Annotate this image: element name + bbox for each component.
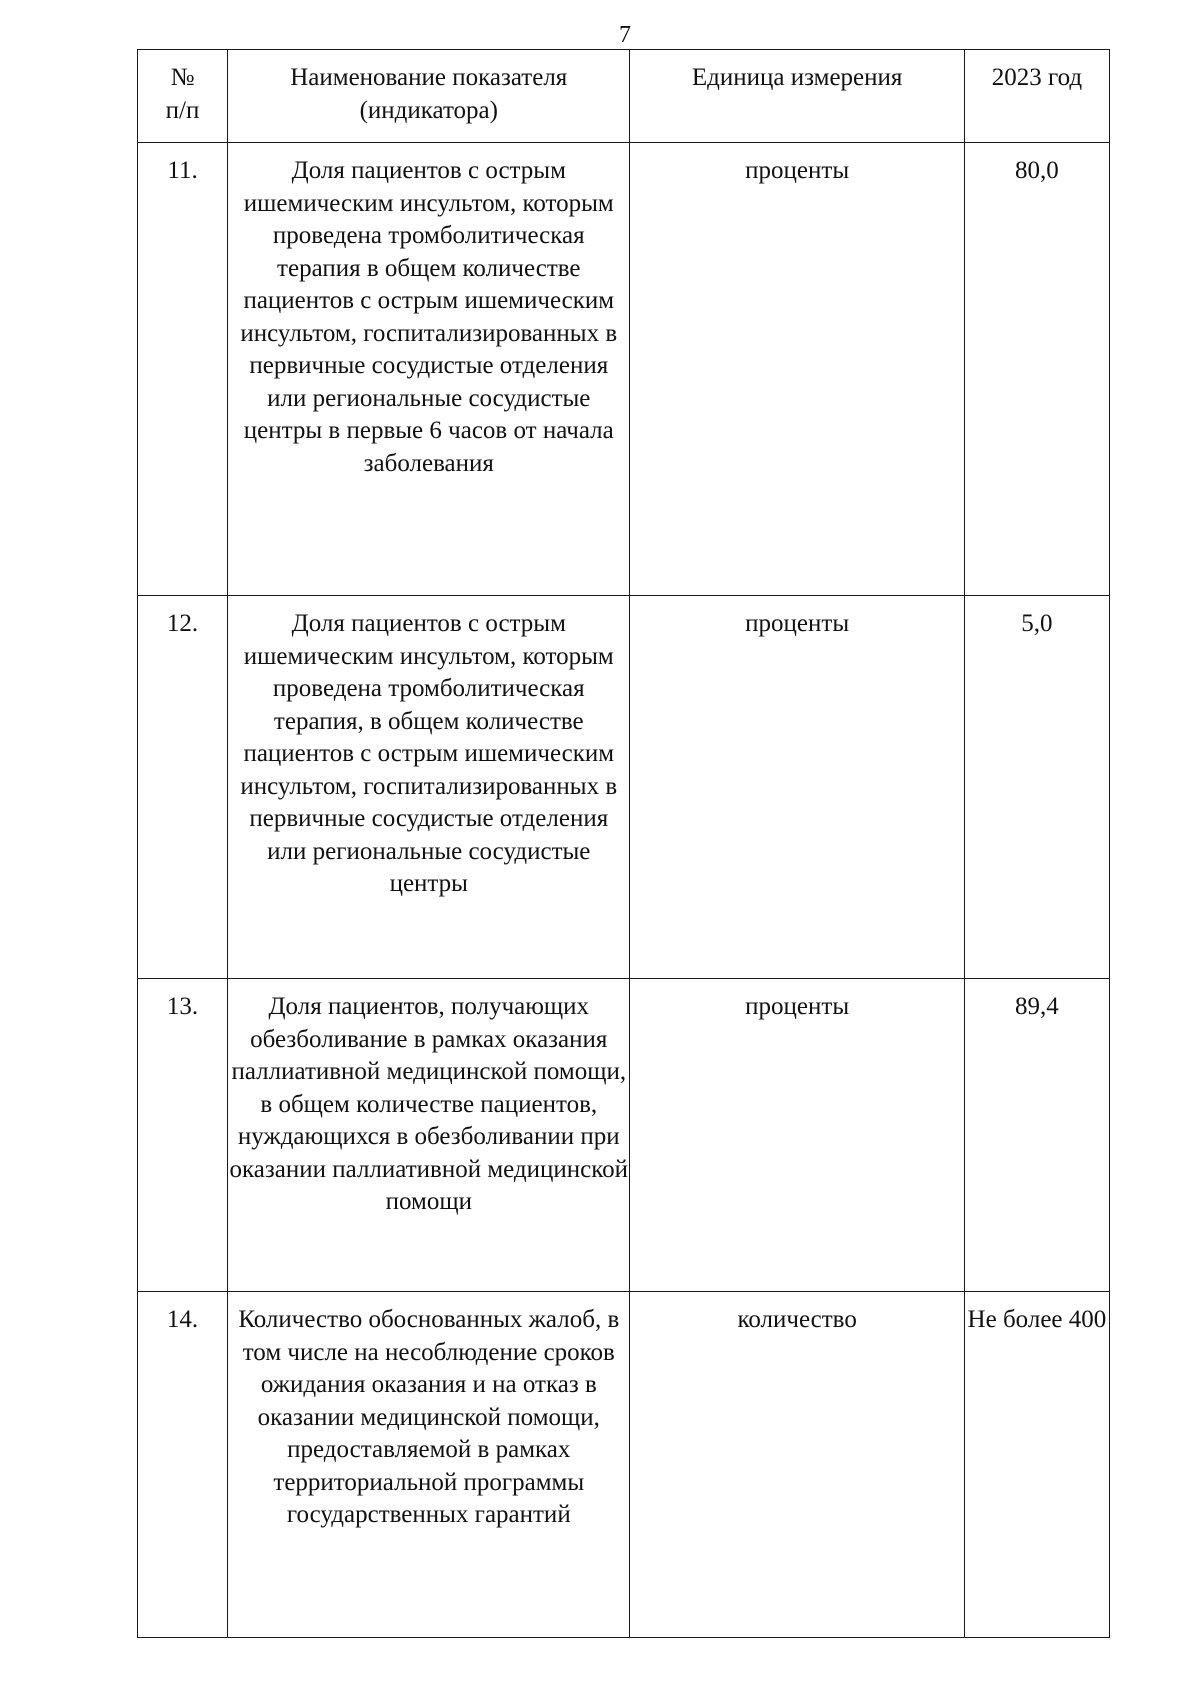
header-indicator-name-line1: Наименование показателя <box>290 64 568 91</box>
indicator-name: Доля пациентов, получающих обезболивание в рамках оказания паллиативной медицинской помощи, в общем количестве пациентов, нуждающихся в обезболивании при оказании паллиативной медицинской помощи <box>228 979 630 1292</box>
page-number: 7 <box>619 22 631 48</box>
indicator-name: Доля пациентов с острым ишемическим инсультом, которым проведена тромболитическая терапия, в общем количестве пациентов с острым ишемическим инсультом, госпитализированных в первичные сосудистые отделения или региональные сосудистые центры <box>228 596 630 979</box>
unit-of-measure: проценты <box>630 596 964 979</box>
row-number: 12. <box>138 596 228 979</box>
unit-of-measure: количество <box>630 1292 964 1638</box>
row-number: 14. <box>138 1292 228 1638</box>
table-row <box>138 596 1110 979</box>
row-number: 11. <box>138 143 228 596</box>
header-unit: Единица измерения <box>630 50 964 143</box>
indicators-table <box>137 49 1110 1638</box>
indicator-name: Количество обоснованных жалоб, в том числе на несоблюдение сроков ожидания оказания и на отказ в оказании медицинской помощи, предоставляемой в рамках территориальной программы государственных гарантий <box>228 1292 630 1638</box>
header-indicator-name <box>228 50 630 143</box>
row-number: 13. <box>138 979 228 1292</box>
indicator-value: 89,4 <box>964 979 1109 1292</box>
header-indicator-name-line2: (индикатора) <box>359 96 498 124</box>
header-number-abbr: п/п <box>165 96 200 124</box>
table-header-row <box>138 50 1110 143</box>
indicator-value: Не более 400 <box>964 1292 1109 1638</box>
header-number-symbol: № <box>170 64 195 91</box>
header-number <box>138 50 228 143</box>
table-row <box>138 143 1110 596</box>
table-row <box>138 979 1110 1292</box>
unit-of-measure: проценты <box>630 143 964 596</box>
unit-of-measure: проценты <box>630 979 964 1292</box>
indicator-value: 80,0 <box>964 143 1109 596</box>
table-row <box>138 1292 1110 1638</box>
indicator-value: 5,0 <box>964 596 1109 979</box>
indicator-name: Доля пациентов с острым ишемическим инсультом, которым проведена тромболитическая терапия в общем количестве пациентов с острым ишемическим инсультом, госпитализированных в первичные сосудистые отделения или региональные сосудистые центры в первые 6 часов от начала заболевания <box>228 143 630 596</box>
header-year: 2023 год <box>964 50 1109 143</box>
